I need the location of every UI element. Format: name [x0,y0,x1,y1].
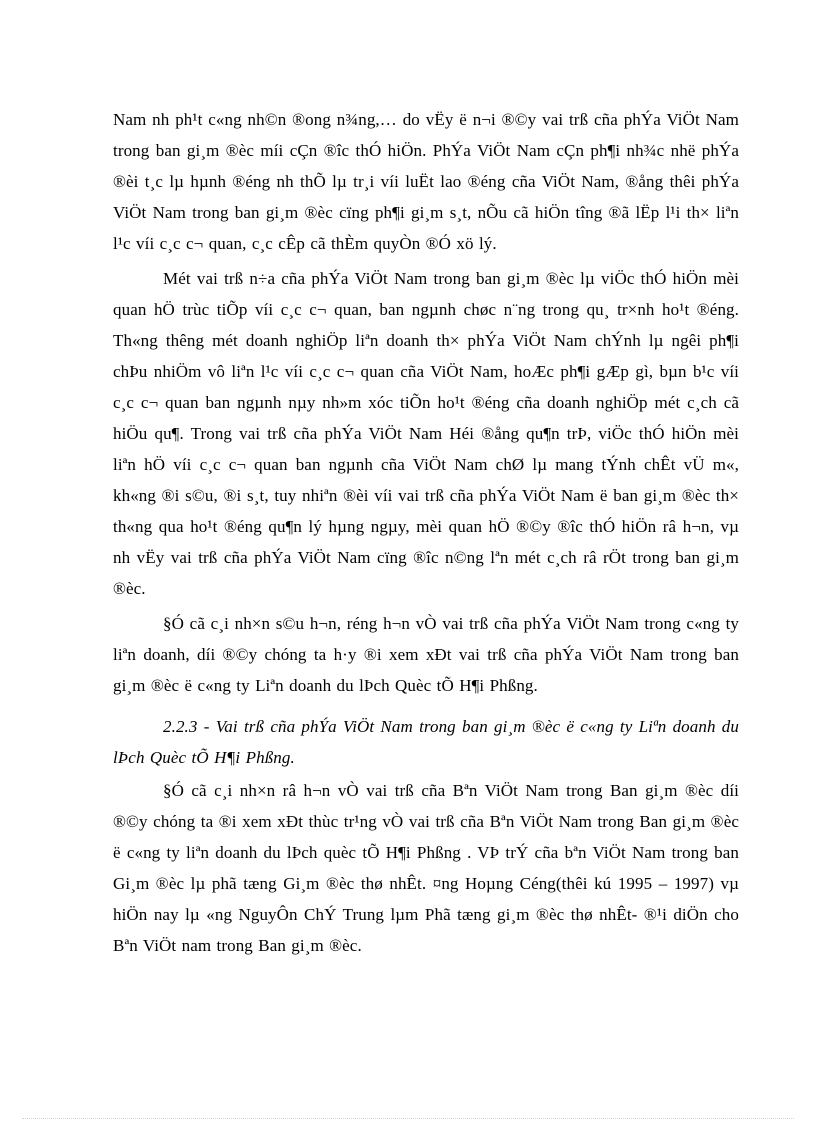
document-body [113,104,739,965]
paragraph-4: §Ó cã c¸i nh×n râ h¬n vÒ vai trß cña Bªn ViÖt Nam trong Ban gi¸m ®èc díi ®©y chóng ta ®i xem xÐt thùc tr¹ng vÒ vai trß cña Bªn ViÖt Nam trong Ban gi¸m ®èc ë c«ng ty liªn doanh du lÞch quèc tÕ H¶i Phßng . VÞ trÝ cña bªn ViÖt Nam trong ban Gi¸m ®èc lµ phã tæng Gi¸m ®èc thø nhÊt. ¤ng Hoµng Céng(thêi kú 1995 – 1997) vµ hiÖn nay lµ «ng NguyÔn ChÝ Trung lµm Phã tæng gi¸m ®èc thø nhÊt- ®¹i diÖn cho Bªn ViÖt nam trong Ban gi¸m ®èc. [113,781,739,955]
page-bottom-divider [22,1118,794,1119]
paragraph-3: §Ó cã c¸i nh×n s©u h¬n, réng h¬n vÒ vai trß cña phÝa ViÖt Nam trong c«ng ty liªn doanh, díi ®©y chóng ta h·y ®i xem xÐt vai trß cña phÝa ViÖt Nam trong ban gi¸m ®èc ë c«ng ty Liªn doanh du lÞch Quèc tÕ H¶i Phßng. [113,614,739,695]
section-heading: 2.2.3 - Vai trß cña phÝa ViÖt Nam trong ban gi¸m ®èc ë c«ng ty Liªn doanh du lÞch Quèc tÕ H¶i Phßng. [113,717,739,767]
paragraph-1: Nam nh ph¹t c«ng nh©n ®ong n¾ng,… do vËy ë n¬i ®©y vai trß cña phÝa ViÖt Nam trong ban gi¸m ®èc míi cÇn ®îc thÓ hiÖn. PhÝa ViÖt Nam cÇn ph¶i nh¾c nhë phÝa ®èi t¸c lµ hµnh ®éng nh thÕ lµ tr¸i víi luËt lao ®éng cña ViÖt Nam, ®ång thêi phÝa ViÖt Nam trong ban gi¸m ®èc cïng ph¶i gi¸m s¸t, nÕu cã hiÖn tîng ®ã lËp l¹i th× liªn l¹c víi c¸c c¬ quan, c¸c cÊp cã thÈm quyÒn ®Ó xö lý. [113,110,739,253]
paragraph-2: Mét vai trß n÷a cña phÝa ViÖt Nam trong ban gi¸m ®èc lµ viÖc thÓ hiÖn mèi quan hÖ trùc tiÕp víi c¸c c¬ quan, ban ngµnh chøc n¨ng trong qu¸ tr×nh ho¹t ®éng. Th«ng thêng mét doanh nghiÖp liªn doanh th× phÝa ViÖt Nam chÝnh lµ ngêi ph¶i chÞu nhiÖm vô liªn l¹c víi c¸c c¬ quan cña ViÖt Nam, hoÆc ph¶i gÆp gì, bµn b¹c víi c¸c c¬ quan ban ngµnh nµy nh»m xóc tiÕn ho¹t ®éng cña doanh nghiÖp mét c¸ch cã hiÖu qu¶. Trong vai trß cña phÝa ViÖt Nam Héi ®ång qu¶n trÞ, viÖc thÓ hiÖn mèi liªn hÖ víi c¸c c¬ quan ban ngµnh cña ViÖt Nam chØ lµ mang tÝnh chÊt vÜ m«, kh«ng ®i s©u, ®i s¸t, tuy nhiªn ®èi víi vai trß cña phÝa ViÖt Nam ë ban gi¸m ®èc th× th«ng qua ho¹t ®éng qu¶n lý hµng ngµy, mèi quan hÖ ®©y ®îc thÓ hiÖn râ h¬n, vµ nh vËy vai trß cña phÝa ViÖt Nam cïng ®îc n©ng lªn mét c¸ch râ rÖt trong ban gi¸m ®èc. [113,269,739,598]
